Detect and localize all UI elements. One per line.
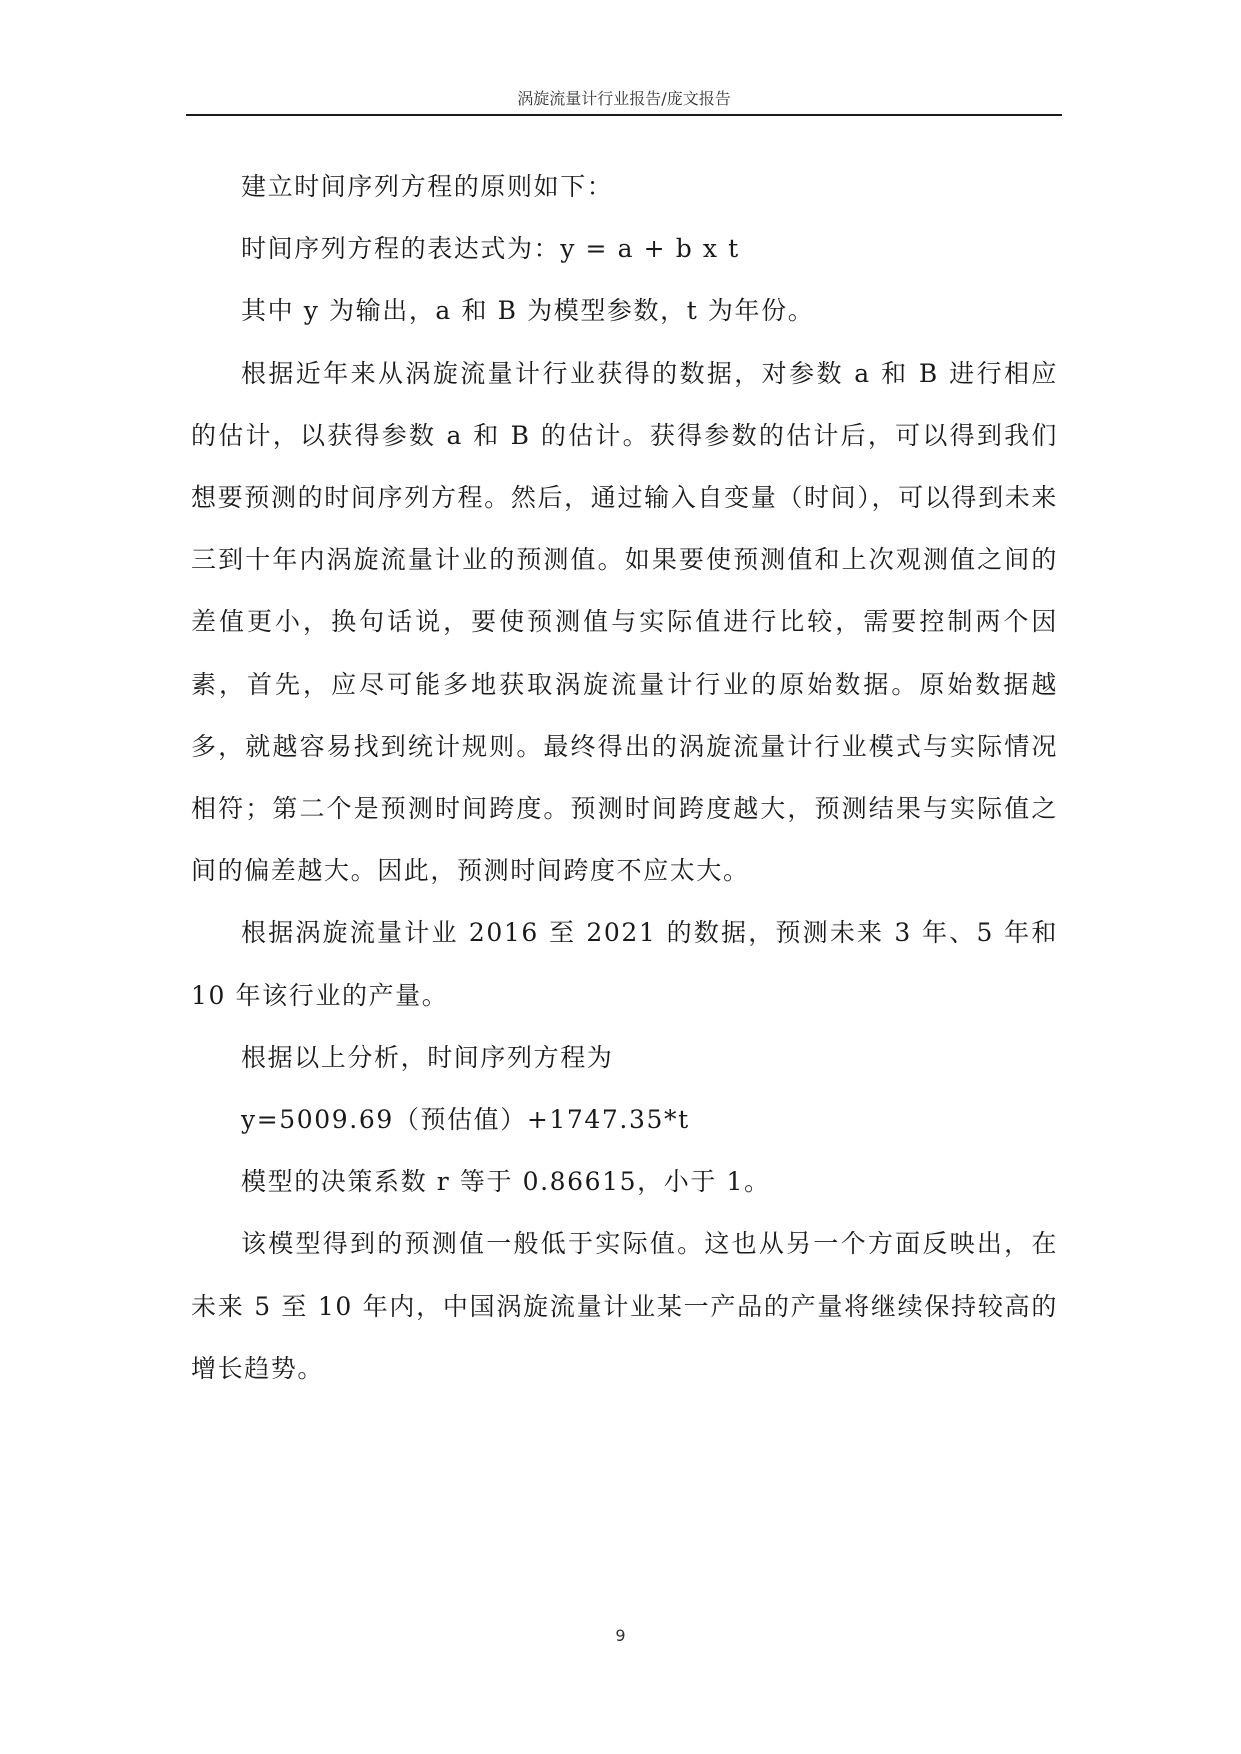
- paragraph-coefficient: 模型的决策系数 r 等于 0.86615，小于 1。: [241, 1167, 771, 1197]
- paragraph-forecast-scope: 根据涡旋流量计业 2016 至 2021 的数据，预测未来 3 年、5 年和 10 年该行业的产量。: [191, 918, 1058, 1010]
- header-divider: [186, 114, 1062, 116]
- paragraph-estimation-method: 根据近年来从涡旋流量计行业获得的数据，对参数 a 和 B 进行相应的估计，以获得参数 a 和 B 的估计。获得参数的估计后，可以得到我们想要预测的时间序列方程。然后，通过输入自变量（时间），可以得到未来三到十年内涡旋流量计业的预测值。如果要使预测值和上次观测值之间的差值更小，换句话说，要使预测值与实际值进行比较，需要控制两个因素，首先，应尽可能多地获取涡旋流量计行业的原始数据。原始数据越多，就越容易找到统计规则。最终得出的涡旋流量计行业模式与实际情况相符；第二个是预测时间跨度。预测时间跨度越大，预测结果与实际值之间的偏差越大。因此，预测时间跨度不应太大。: [191, 358, 1058, 886]
- body-text: [191, 156, 1058, 1400]
- page-number: 9: [615, 1626, 626, 1645]
- running-header: 涡旋流量计行业报告/庞文报告: [517, 89, 731, 108]
- paragraph-fitted-equation: y=5009.69（预估值）+1747.35*t: [241, 1105, 690, 1135]
- paragraph-variable-definitions: 其中 y 为输出，a 和 B 为模型参数，t 为年份。: [241, 296, 815, 326]
- paragraph-equation-expression: 时间序列方程的表达式为：y = a + b x t: [241, 234, 740, 264]
- paragraph-principle-intro: 建立时间序列方程的原则如下：: [241, 172, 614, 201]
- paragraph-conclusion: 该模型得到的预测值一般低于实际值。这也从另一个方面反映出，在未来 5 至 10 年内，中国涡旋流量计业某一产品的产量将继续保持较高的增长趋势。: [191, 1229, 1058, 1383]
- paragraph-analysis-lead: 根据以上分析，时间序列方程为: [241, 1042, 614, 1072]
